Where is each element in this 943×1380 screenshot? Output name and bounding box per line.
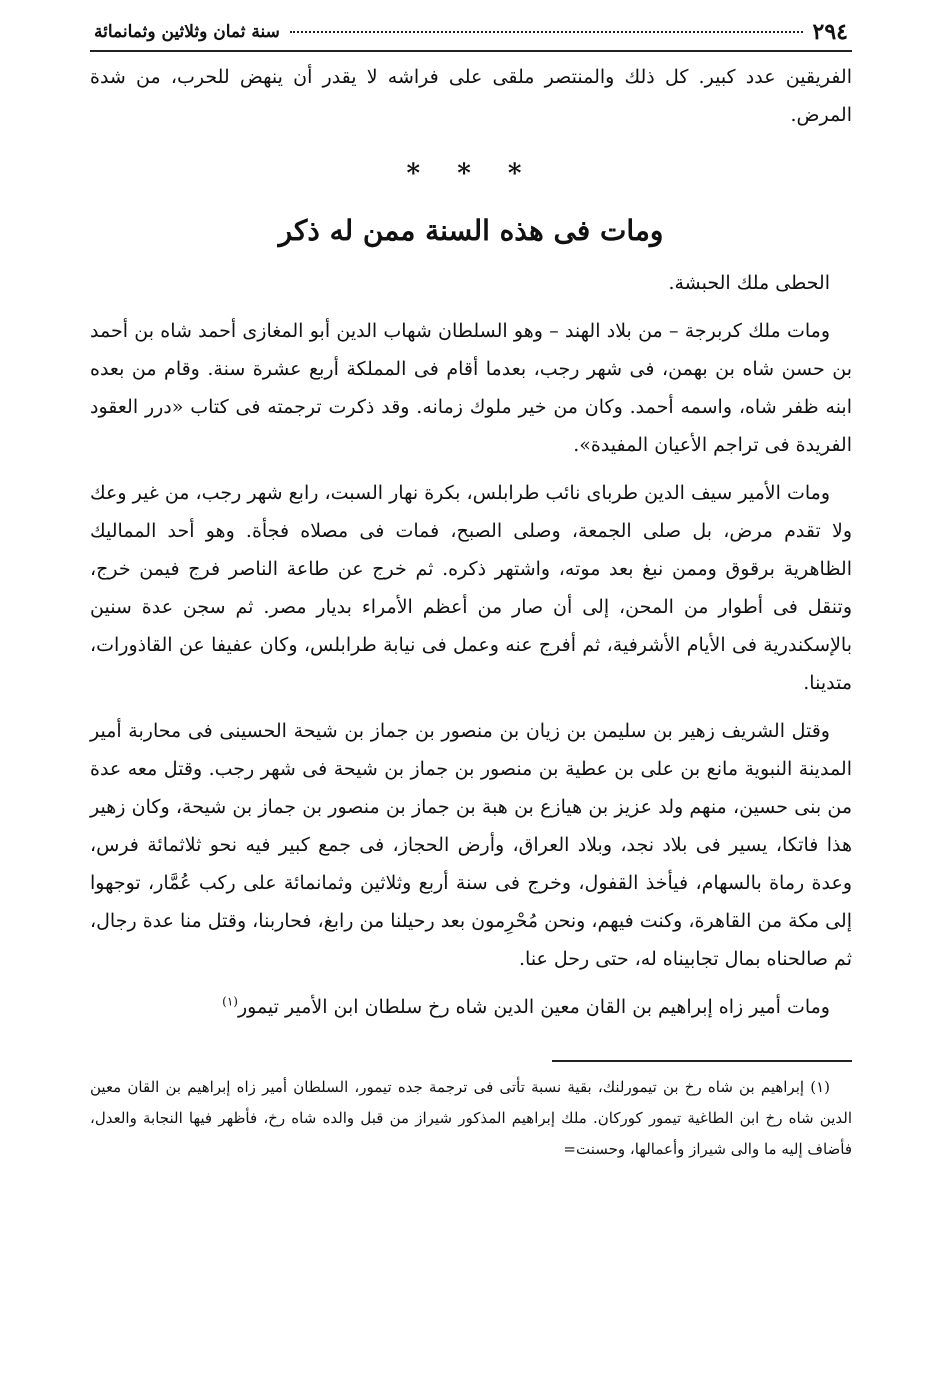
running-header bbox=[90, 14, 852, 52]
paragraph-ibrahim bbox=[90, 988, 852, 1026]
paragraph-continued: الفريقين عدد كبير. كل ذلك والمنتصر ملقى على فراشه لا يقدر أن ينهض للحرب، من شدة المرض. bbox=[90, 66, 852, 126]
paragraph-tarabay: ومات الأمير سيف الدين طرباى نائب طرابلس، بكرة نهار السبت، رابع شهر رجب، من غير وعك ولا تقدم مرض، بل صلى الجمعة، وصلى الصبح، فمات فى مصلاه فجأة. وهو أحد المماليك الظاهرية برقوق وممن نبغ بعد موته، واشتهر ذكره. ثم خرج عن طاعة الناصر فرج فيمن خرج، وتنقل فى أطوار من المحن، إلى أن صار من أعظم الأمراء بديار مصر. ثم سجن عدة سنين بالإسكندرية فى الأيام الأشرفية، ثم أفرج عنه وعمل فى نيابة طرابلس، وكان عفيفا عن القاذورات، متدينا. bbox=[90, 482, 852, 694]
paragraph-habasha: الحطى ملك الحبشة. bbox=[668, 272, 830, 294]
paragraph-kulbarga-king: ومات ملك كربرجة – من بلاد الهند – وهو السلطان شهاب الدين أبو المغازى أحمد شاه بن أحمد بن حسن شاه بن بهمن، فى شهر رجب، بعدما أقام فى المملكة أربع عشرة سنة. وقام من بعده ابنه ظفر شاه، واسمه أحمد. وكان من خير ملوك زمانه. وقد ذكرت ترجمته فى كتاب «درر العقود الفريدة فى تراجم الأعيان المفيدة». bbox=[90, 320, 852, 456]
paragraph-zuhair: وقتل الشريف زهير بن سليمن بن زيان بن منصور بن جماز بن شيحة الحسينى فى محاربة أمير المدينة النبوية مانع بن على بن عطية بن منصور بن جماز بن شيحة فى شهر رجب. وقتل معه عدة من بنى حسين، منهم ولد عزيز بن هيازع بن هبة بن جماز بن منصور بن جماز بن شيحة، وكان زهير هذا فاتكا، يسير فى بلاد نجد، وبلاد العراق، وأرض الحجاز، فى جمع كبير فيه نحو ثلاثمائة فرس، وعدة رماة بالسهام، فيأخذ القفول، وخرج فى سنة أربع وثلاثين وثمانمائة على ركب عُمَّار، توجهوا إلى مكة من القاهرة، وكنت فيهم، ونحن مُحْرِمون بعد رحيلنا من رابغ، فحاربنا، وقتل منا عدة رجال، ثم صالحناه بمال تجابيناه له، حتى رحل عنا. bbox=[90, 720, 852, 970]
header-dot-leader bbox=[290, 31, 803, 33]
running-title: سنة ثمان وثلاثين وثمانمائة bbox=[94, 22, 280, 42]
footnote-separator bbox=[552, 1060, 852, 1062]
page-number: ٢٩٤ bbox=[812, 19, 848, 45]
section-divider-stars: * * * bbox=[406, 159, 536, 189]
page bbox=[90, 14, 852, 1165]
section-heading: ومات فى هذه السنة ممن له ذكر bbox=[278, 214, 664, 247]
footnote-reference[interactable]: (١) bbox=[222, 994, 238, 1009]
paragraph-ibrahim-text: ومات أمير زاه إبراهيم بن القان معين الدين شاه رخ سلطان ابن الأمير تيمور bbox=[237, 996, 830, 1018]
footnote-text: (١) إبراهيم بن شاه رخ بن تيمورلنك، بقية نسبة تأتى فى ترجمة جده تيمور، السلطان أمير زاه إبراهيم بن القان معين الدين شاه رخ ابن الطاغية تيمور كوركان. ملك إبراهيم المذكور شيراز من قبل والده شاه رخ، فأظهر فيها النجابة والعدل، فأضاف إليه ما والى شيراز وأعمالها، وحسنت= bbox=[90, 1078, 852, 1158]
